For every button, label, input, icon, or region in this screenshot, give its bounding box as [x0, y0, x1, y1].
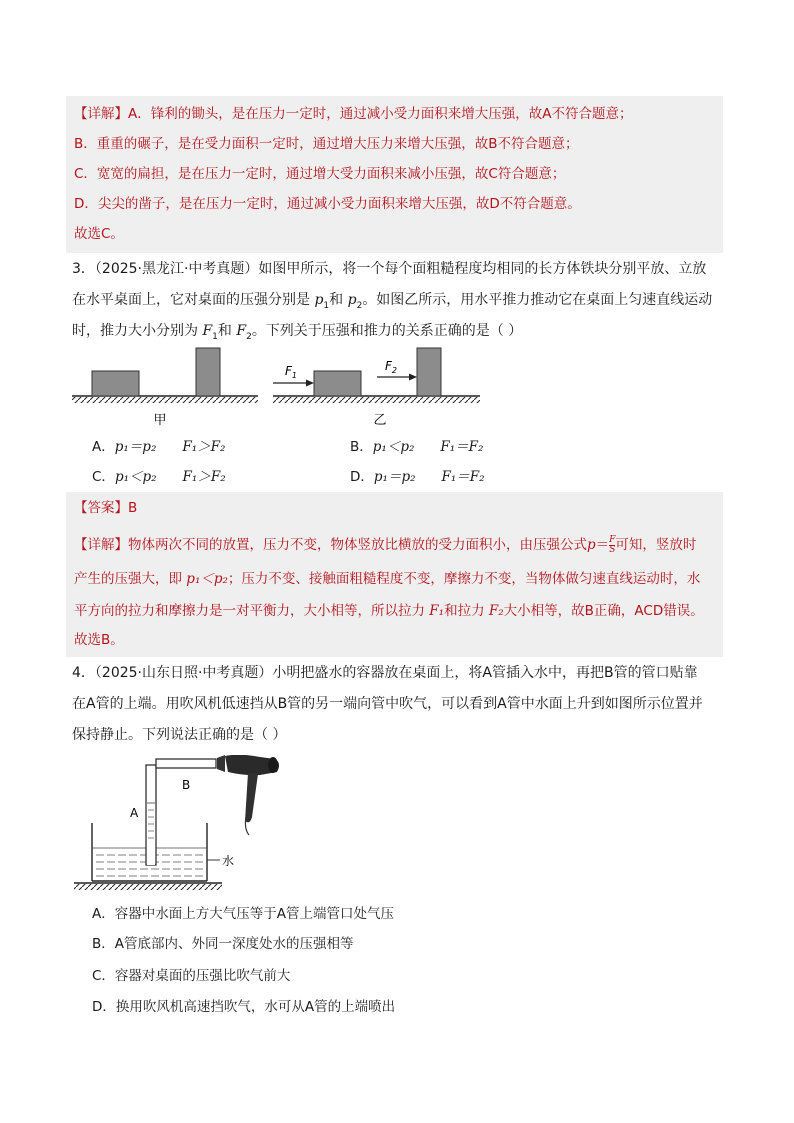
label-yi: 乙: [373, 413, 387, 428]
block-upright: [196, 348, 220, 396]
q3-answer: 【答案】B: [74, 500, 138, 516]
q3-stem-line-3: 时，推力大小分别为 $F_1$和 $F_2$。下列关于压强和推力的关系正确的是（ ）: [72, 323, 523, 342]
q3-option-c[interactable]: C．p₁＜p₂ F₁＞F₂: [92, 469, 226, 485]
q2-detail-block: [66, 96, 723, 253]
q4-option-a[interactable]: A．容器中水面上方大气压等于A管上端管口处气压: [92, 906, 394, 922]
figure-jia: [72, 348, 258, 428]
q2-detail-line-b: B．重重的碾子，是在受力面积一定时，通过增大压力来增大压强，故B不符合题意；: [74, 136, 579, 152]
block-flat: [92, 371, 139, 396]
q4-option-b[interactable]: B．A管底部内、外同一深度处水的压强相等: [92, 936, 354, 952]
q2-detail-line-c: C．宽宽的扁担，是在压力一定时，通过增大受力面积来减小压强，故C符合题意；: [74, 166, 566, 182]
q3-stem-line-2: 在水平桌面上，它对桌面的压强分别是 $p_1$和 $p_2$。如图乙所示，用水平推力推动它在桌面上匀速直线运动: [72, 292, 713, 311]
formula-fraction: $\frac{F}{S}$: [609, 534, 616, 555]
q3-option-d[interactable]: D．p₁＝p₂ F₁＝F₂: [350, 469, 485, 485]
figure-yi: [273, 348, 480, 428]
q4-stem-line-3: 保持静止。下列说法正确的是（ ）: [72, 727, 287, 743]
q2-detail-line-a: 【详解】A．锋利的锄头，是在压力一定时，通过减小受力面积来增大压强，故A不符合题意；: [74, 106, 633, 122]
q3-detail-line-2: 产生的压强大，即 p₁＜p₂；压力不变、接触面粗糙程度不变，摩擦力不变，当物体做匀速直线运动时，水: [74, 571, 701, 587]
q3-detail-line-3: 平方向的拉力和摩擦力是一对平衡力，大小相等，所以拉力 F₁和拉力 F₂大小相等，故B正确，ACD错误。: [74, 603, 704, 619]
q4-option-c[interactable]: C．容器对桌面的压强比吹气前大: [92, 968, 291, 984]
q3-stem-line-1: 3．（2025·黑龙江·中考真题）如图甲所示，将一个每个面粗糙程度均相同的长方体铁块分别平放、立放: [72, 261, 707, 277]
q3-detail-line-1: 【详解】物体两次不同的放置，压力不变，物体竖放比横放的受力面积小，由压强公式p＝ $\frac{F}{S}$ 可知，竖放时: [74, 534, 697, 555]
detail-tag: 【详解】: [74, 106, 128, 122]
q4-option-d[interactable]: D．换用吹风机高速挡吹气，水可从A管的上端喷出: [92, 999, 396, 1015]
block-upright-pushed: [417, 348, 441, 396]
label-f1: $F_1$: [285, 364, 297, 380]
q3-option-a[interactable]: A．p₁＝p₂ F₁＞F₂: [92, 439, 226, 455]
q3-conclusion: 故选B。: [74, 632, 124, 648]
q3-figure: [60, 340, 490, 430]
label-f2: $F_2$: [385, 359, 397, 375]
label-a: A: [130, 806, 139, 820]
q2-detail-line-d: D．尖尖的凿子，是在压力一定时，通过减小受力面积来增大压强，故D不符合题意。: [74, 196, 581, 212]
tube-a: [146, 765, 156, 865]
label-jia: 甲: [153, 413, 167, 428]
q4-stem-line-2: 在A管的上端。用吹风机低速挡从B管的另一端向管中吹气，可以看到A管中水面上升到如图所示位置并: [72, 696, 703, 712]
q2-conclusion: 故选C。: [74, 226, 124, 242]
q3-answer-block: [66, 492, 723, 657]
tube-b: [156, 759, 216, 768]
label-water: 水: [222, 854, 235, 868]
q4-figure: [70, 755, 290, 895]
hair-dryer-icon: [217, 755, 279, 835]
q4-stem-line-1: 4．（2025·山东日照·中考真题）小明把盛水的容器放在桌面上，将A管插入水中，再把B管的管口贴靠: [72, 665, 698, 681]
block-flat-pushed: [314, 371, 361, 396]
q3-option-b[interactable]: B．p₁＜p₂ F₁＝F₂: [350, 439, 484, 455]
label-b: B: [182, 778, 191, 792]
